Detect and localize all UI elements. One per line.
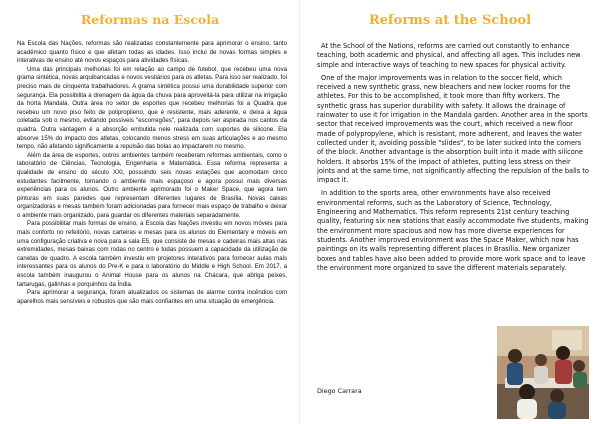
- paragraph: At the School of the Nations, reforms are carried out constantly to enhance teaching, both academic and physical, and affecting all ages. This includes new simple and interactive ways of teaching to new spaces for physical activity.: [317, 42, 581, 69]
- page-title-pt: Reformas na Escola: [80, 12, 220, 27]
- classroom-photo: [497, 326, 589, 419]
- page-title-en: Reforms at the School: [368, 13, 532, 28]
- article-body-pt: [17, 40, 287, 306]
- paragraph: Além da área de esportes, outros ambientes também receberam reformas ambientais, como o laboratório de Ciências, Tecnologia, Engenharia e Matemática. Essa reforma representa a qualidade de ensino do século XXI, possuindo seis novas estações que acomodam cinco estudantes facilmente, tornando o ambiente mais espaçoso e agora possui mais diversas experiências para os alunos. Outro ambiente aprimorado foi o Maker Space, que agora tem pinturas em suas paredes que representam diferentes lugares de Brasília. Novas caixas organizadoras e mesas também foram adicionadas para fornecer mais espaço de trabalho e deixar o ambiente mais organizado, para guardar os diferentes materiais separadamente.: [17, 151, 287, 219]
- paragraph: Na Escola das Nações, reformas são realizadas constantemente para aprimorar o ensino, tanto acadêmico quanto físico e que afetam todas as idades. Isso inclui de novas formas simples e interativas de ensino até novos espaços para atividades físicas.: [17, 40, 287, 65]
- paragraph: Uma das principais melhorias foi em relação ao campo de futebol, que recebeu uma nova grama sintética, novas arquibancadas e novos vestiários para os atletas. Para isso ser realizado, foi preciso mais de cinquenta trabalhadores. A grama sintética possui uma durabilidade superior com segurança. Ela possibilita a drenagem da água da chuva para aproveitá-la para utilizar na irrigação da horta Mandala. Outra área no setor de esportes que recebeu melhorias foi a Quadra que recebeu um novo piso feito de polipropileno, que é resistente, mais aderente, e deixa a água coletada sob o mesmo, evitando possíveis "escorregões", para depois ser aspirada nos cantos da quadra. Outra vantagem é a absorção embutida nele realizada com suportes de silicone. Ela absorve 15% do impacto dos atletas, colocando menos stress em suas articulações e ao mesmo tempo, não afetando significamente a repulsão das bolas ao impactarem no mesmo.: [17, 65, 287, 151]
- paragraph: In addition to the sports area, other environments have also received environmental reforms, such as the Laboratory of Science, Technology, Engineering and Mathematics. This reform represents 21st century teaching quality, featuring six new stations that easily accommodate five students, making the environment more spacious and now has more diverse experiences for students. Another improved environment was the Space Maker, which now has paintings on its walls representing different places in Brasília. New organizer boxes and tables have also been added to provide more work space and to leave the environment more organized to save the different materials separately.: [317, 189, 589, 272]
- paragraph: One of the major improvements was in relation to the soccer field, which received a new synthetic grass, new bleachers and new locker rooms for the athletes. For this to be accomplished, it took more than fifty workers. The synthetic grass has superior durability with safety. It allows the drainage of rainwater to use it for irrigation in the Mandala garden. Another area in the sports sector that received improvements was the court, which received a new floor made of polypropylene, which is resistant, more adherent, and leaves the water collected under it, avoiding possible "slides", to be later sucked into the corners of the block. Another advantage is the absorption built into it made with silicone holders. It absorbs 15% of the impact of athletes, putting less stress on their joints and at the same time, not significantly affecting the repulsion of the balls to impact it.: [317, 73, 589, 185]
- article-body-en: [317, 42, 589, 273]
- author-name: Diego Carrara: [317, 387, 362, 395]
- english-page: [300, 0, 600, 424]
- paragraph: Para possibilitar mais formas de ensino, a Escola das Nações investiu em novos móveis para mais conforto no refeitório, novas carteiras e mesas para os alunos do Elementary e móveis em uma configuração criativa e nova para a sala E5, que consiste de mesas e cadeiras mais altas nas extremidades, mesas baixas com rodas no centro e todas possuem a capacidade da utilização de canetas de quadro. A escola também investiu em projetores interativos para fornecer aulas mais interessantes para os alunos do Pre-K e para o laboratório do Middle e High School. Em 2017, a escola também inaugurou o Animal House para os alunos na Chácara, que abriga peixes, tartarugas, galinhas e porquinhos da Índia.: [17, 220, 287, 288]
- paragraph: Para aprimorar a segurança, foram atualizados os sistemas de alarme contra incêndios com aparelhos mais sensíveis e robustos que são mais confiantes em uma situação de emergência.: [17, 289, 287, 305]
